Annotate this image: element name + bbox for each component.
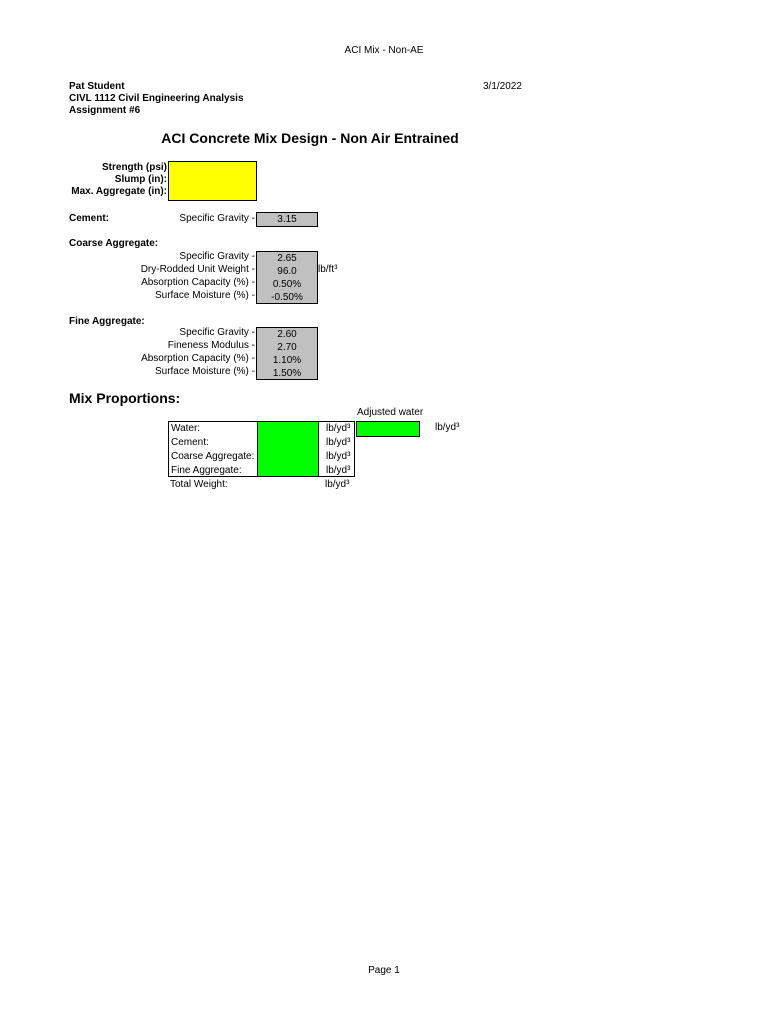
page-header-title: ACI Mix - Non-AE <box>344 45 424 56</box>
mix-coarse-unit: lb/yd³ <box>326 451 351 462</box>
student-name: Pat Student <box>69 81 125 92</box>
max-aggregate-label: Max. Aggregate (in): <box>71 186 167 197</box>
page-number: Page 1 <box>368 965 400 976</box>
coarse-sg-label: Specific Gravity - <box>179 251 255 262</box>
mix-water-label: Water: <box>171 423 201 434</box>
total-weight-label: Total Weight: <box>170 479 228 490</box>
coarse-aggregate-cells[interactable] <box>256 251 318 304</box>
adjusted-water-cell[interactable] <box>356 421 420 437</box>
mix-result-cells[interactable] <box>257 422 319 476</box>
fine-aggregate-heading: Fine Aggregate: <box>69 316 145 327</box>
mix-cement-unit: lb/yd³ <box>326 437 351 448</box>
coarse-absorption-label: Absorption Capacity (%) - <box>141 277 255 288</box>
adjusted-water-label: Adjusted water <box>357 407 424 418</box>
course-name: CIVL 1112 Civil Engineering Analysis <box>69 93 244 104</box>
fine-fineness-label: Fineness Modulus - <box>167 340 255 351</box>
fine-moisture-label: Surface Moisture (%) - <box>154 366 255 377</box>
total-weight-unit: lb/yd³ <box>325 479 350 490</box>
unit-weight-unit: lb/ft³ <box>318 264 338 275</box>
mix-fine-label: Fine Aggregate: <box>171 465 242 476</box>
fine-aggregate-cells[interactable] <box>256 327 318 380</box>
cement-sg-value: 3.15 <box>277 214 297 225</box>
coarse-sg-value: 2.65 <box>277 253 297 264</box>
slump-label: Slump (in): <box>114 174 167 185</box>
mix-proportions-heading: Mix Proportions: <box>69 390 181 406</box>
document-title: ACI Concrete Mix Design - Non Air Entrained <box>161 130 459 146</box>
assignment-number: Assignment #6 <box>69 105 141 116</box>
coarse-aggregate-heading: Coarse Aggregate: <box>69 238 159 249</box>
coarse-moisture-label: Surface Moisture (%) - <box>154 290 255 301</box>
document-date: 3/1/2022 <box>483 81 522 92</box>
coarse-unit-weight-label: Dry-Rodded Unit Weight - <box>140 264 255 275</box>
coarse-absorption-value: 0.50% <box>272 279 302 290</box>
cement-heading: Cement: <box>69 213 110 224</box>
coarse-unit-weight-value: 96.0 <box>277 266 297 277</box>
input-cells[interactable] <box>168 161 257 201</box>
fine-absorption-value: 1.10% <box>272 355 302 366</box>
fine-sg-value: 2.60 <box>277 329 297 340</box>
cement-sg-label: Specific Gravity - <box>179 213 255 224</box>
mix-fine-unit: lb/yd³ <box>326 465 351 476</box>
fine-absorption-label: Absorption Capacity (%) - <box>141 353 255 364</box>
mix-cement-label: Cement: <box>171 437 209 448</box>
cement-sg-cell[interactable] <box>256 212 318 227</box>
adjusted-water-unit: lb/yd³ <box>435 422 460 433</box>
mix-coarse-label: Coarse Aggregate: <box>171 451 255 462</box>
mix-proportions-table <box>168 421 355 477</box>
fine-sg-label: Specific Gravity - <box>179 327 255 338</box>
coarse-moisture-value: -0.50% <box>271 292 303 303</box>
mix-water-unit: lb/yd³ <box>326 423 351 434</box>
fine-fineness-value: 2.70 <box>277 342 297 353</box>
strength-label: Strength (psi) <box>102 162 167 173</box>
fine-moisture-value: 1.50% <box>272 368 302 379</box>
